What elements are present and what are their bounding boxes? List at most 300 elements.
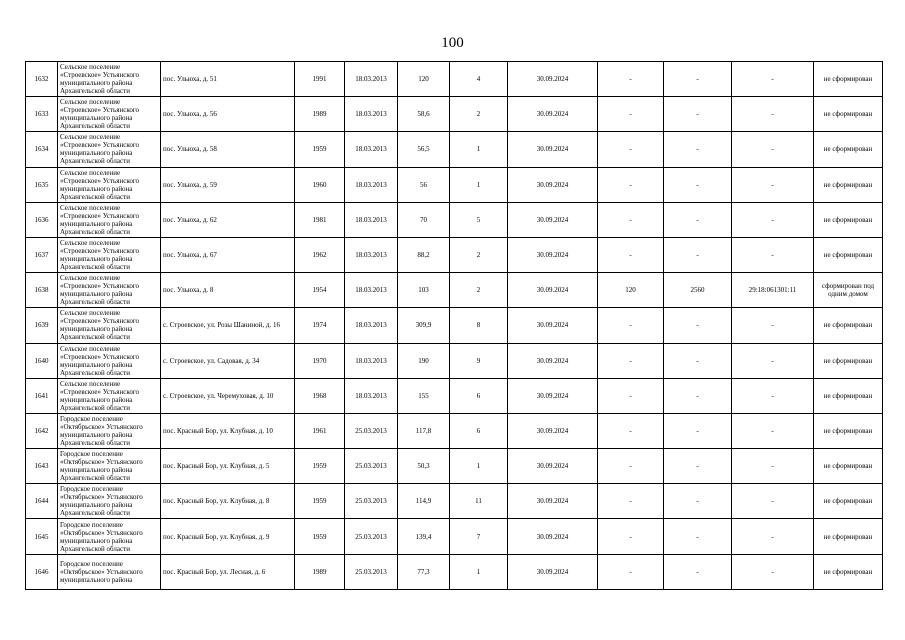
- address-cell-text: пос. Ульюха, д. 58: [163, 145, 217, 154]
- deadline-cell: [508, 273, 598, 308]
- deadline-cell-text: 30.09.2024: [536, 321, 569, 330]
- year-built-cell-text: 1962: [312, 251, 327, 260]
- municipality-cell: [58, 484, 161, 519]
- row-number-text: 1644: [34, 497, 49, 506]
- year-built-cell: [295, 449, 345, 484]
- municipality-cell: [58, 343, 161, 378]
- date-cell: [345, 449, 398, 484]
- value-b-cell-text: -: [696, 110, 699, 119]
- cadastral-number-cell: [732, 273, 814, 308]
- deadline-cell-text: 30.09.2024: [536, 75, 569, 84]
- address-cell: [161, 343, 295, 378]
- date-cell-text: 18.03.2013: [355, 321, 387, 330]
- area-cell: [398, 554, 450, 589]
- area-cell: [398, 519, 450, 554]
- value-a-cell-text: -: [629, 532, 632, 541]
- municipality-cell-text: Сельское поселение «Строевское» Устьянского муниципального района Архангельской области: [60, 133, 140, 166]
- cadastral-number-cell-text: -: [771, 426, 774, 435]
- area-cell-text: 309,9: [415, 321, 432, 330]
- row-number: [26, 413, 58, 448]
- row-number: [26, 167, 58, 202]
- year-built-cell-text: 1970: [312, 356, 327, 365]
- value-a-cell-text: -: [629, 567, 632, 576]
- cadastral-number-cell: [732, 62, 814, 97]
- deadline-cell: [508, 97, 598, 132]
- year-built-cell: [295, 519, 345, 554]
- value-b-cell-text: -: [696, 321, 699, 330]
- address-cell: [161, 308, 295, 343]
- row-number: [26, 554, 58, 589]
- address-cell-text: пос. Красный Бор, ул. Лесная, д. 6: [163, 567, 266, 576]
- row-number-text: 1643: [34, 462, 49, 471]
- table-row: [26, 132, 883, 167]
- residents-cell-text: 4: [476, 75, 481, 84]
- cadastral-number-cell-text: -: [771, 75, 774, 84]
- area-cell: [398, 378, 450, 413]
- value-a-cell-text: -: [629, 75, 632, 84]
- residents-cell: [450, 308, 508, 343]
- deadline-cell: [508, 202, 598, 237]
- cadastral-number-cell-text: -: [771, 180, 774, 189]
- address-cell-text: пос. Ульюха, д. 56: [163, 110, 217, 119]
- row-number-text: 1637: [34, 251, 49, 260]
- value-a-cell: [598, 97, 664, 132]
- residents-cell-text: 2: [476, 110, 481, 119]
- year-built-cell: [295, 308, 345, 343]
- status-cell: [814, 62, 883, 97]
- value-b-cell: [664, 413, 732, 448]
- value-a-cell: [598, 484, 664, 519]
- cadastral-number-cell: [732, 202, 814, 237]
- table-row: [26, 62, 883, 97]
- table-row: [26, 237, 883, 272]
- year-built-cell: [295, 202, 345, 237]
- date-cell-text: 18.03.2013: [355, 251, 387, 260]
- cadastral-number-cell: [732, 97, 814, 132]
- value-b-cell: [664, 519, 732, 554]
- year-built-cell: [295, 167, 345, 202]
- area-cell-text: 70: [420, 215, 427, 224]
- residents-cell-text: 8: [476, 321, 481, 330]
- value-a-cell: [598, 237, 664, 272]
- value-b-cell: [664, 484, 732, 519]
- year-built-cell-text: 1981: [312, 215, 327, 224]
- address-cell-text: пос. Красный Бор, ул. Клубная, д. 5: [163, 462, 270, 471]
- deadline-cell: [508, 132, 598, 167]
- municipality-cell-text: Сельское поселение «Строевское» Устьянского муниципального района Архангельской области: [60, 239, 140, 272]
- cadastral-number-cell-text: 29:18:061301:11: [748, 286, 797, 295]
- municipality-cell: [58, 237, 161, 272]
- deadline-cell-text: 30.09.2024: [536, 251, 569, 260]
- value-a-cell-text: 120: [625, 286, 636, 295]
- address-cell-text: пос. Ульюха, д. 51: [163, 75, 217, 84]
- date-cell: [345, 413, 398, 448]
- table-row: [26, 308, 883, 343]
- value-a-cell-text: -: [629, 462, 632, 471]
- value-b-cell: [664, 62, 732, 97]
- value-a-cell-text: -: [629, 426, 632, 435]
- municipality-cell-text: Сельское поселение «Строевское» Устьянского муниципального района Архангельской области: [60, 168, 140, 201]
- residents-cell: [450, 273, 508, 308]
- row-number-text: 1646: [34, 567, 49, 576]
- area-cell: [398, 484, 450, 519]
- address-cell-text: пос. Красный Бор, ул. Клубная, д. 8: [163, 497, 270, 506]
- residents-cell-text: 6: [476, 426, 481, 435]
- date-cell-text: 25.03.2013: [355, 567, 387, 576]
- area-cell: [398, 62, 450, 97]
- area-cell: [398, 167, 450, 202]
- date-cell: [345, 343, 398, 378]
- municipality-cell-text: Сельское поселение «Строевское» Устьянского муниципального района Архангельской области: [60, 379, 140, 412]
- address-cell: [161, 273, 295, 308]
- page-number: 100: [441, 35, 464, 51]
- status-cell: [814, 167, 883, 202]
- row-number: [26, 97, 58, 132]
- address-cell: [161, 554, 295, 589]
- municipality-cell: [58, 97, 161, 132]
- date-cell: [345, 167, 398, 202]
- row-number: [26, 484, 58, 519]
- cadastral-number-cell-text: -: [771, 356, 774, 365]
- address-cell: [161, 519, 295, 554]
- deadline-cell: [508, 484, 598, 519]
- date-cell: [345, 378, 398, 413]
- value-b-cell-text: -: [696, 497, 699, 506]
- year-built-cell-text: 1974: [312, 321, 327, 330]
- value-a-cell-text: -: [629, 321, 632, 330]
- status-cell-text: не сформирован: [823, 321, 873, 330]
- municipality-cell: [58, 202, 161, 237]
- address-cell-text: пос. Красный Бор, ул. Клубная, д. 9: [163, 532, 270, 541]
- year-built-cell-text: 1954: [312, 286, 327, 295]
- area-cell-text: 114,9: [415, 497, 432, 506]
- date-cell: [345, 308, 398, 343]
- residents-cell-text: 1: [476, 145, 481, 154]
- status-cell: [814, 273, 883, 308]
- area-cell-text: 120: [418, 75, 429, 84]
- residents-cell: [450, 132, 508, 167]
- year-built-cell-text: 1959: [312, 462, 327, 471]
- row-number: [26, 519, 58, 554]
- status-cell-text: не сформирован: [823, 75, 873, 84]
- area-cell-text: 103: [418, 286, 429, 295]
- value-a-cell-text: -: [629, 356, 632, 365]
- value-a-cell: [598, 273, 664, 308]
- residents-cell: [450, 449, 508, 484]
- value-b-cell-text: -: [696, 567, 699, 576]
- cadastral-number-cell-text: -: [771, 567, 774, 576]
- deadline-cell: [508, 308, 598, 343]
- deadline-cell-text: 30.09.2024: [536, 567, 569, 576]
- deadline-cell-text: 30.09.2024: [536, 426, 569, 435]
- status-cell-text: не сформирован: [823, 567, 873, 576]
- row-number-text: 1641: [34, 391, 49, 400]
- date-cell: [345, 62, 398, 97]
- deadline-cell-text: 30.09.2024: [536, 180, 569, 189]
- cadastral-number-cell-text: -: [771, 497, 774, 506]
- row-number: [26, 273, 58, 308]
- deadline-cell: [508, 378, 598, 413]
- cadastral-number-cell: [732, 343, 814, 378]
- table-body: [26, 62, 883, 590]
- residents-cell: [450, 343, 508, 378]
- value-b-cell-text: -: [696, 462, 699, 471]
- deadline-cell-text: 30.09.2024: [536, 145, 569, 154]
- row-number-text: 1636: [34, 215, 49, 224]
- value-a-cell-text: -: [629, 180, 632, 189]
- date-cell-text: 18.03.2013: [355, 391, 387, 400]
- value-b-cell-text: -: [696, 356, 699, 365]
- value-a-cell-text: -: [629, 391, 632, 400]
- table-row: [26, 519, 883, 554]
- row-number: [26, 449, 58, 484]
- deadline-cell-text: 30.09.2024: [536, 110, 569, 119]
- row-number-text: 1634: [34, 145, 49, 154]
- year-built-cell-text: 1959: [312, 497, 327, 506]
- area-cell-text: 77,3: [417, 567, 430, 576]
- date-cell: [345, 273, 398, 308]
- cadastral-number-cell: [732, 378, 814, 413]
- value-b-cell-text: -: [696, 180, 699, 189]
- status-cell-text: не сформирован: [823, 356, 873, 365]
- address-cell: [161, 449, 295, 484]
- municipality-cell-text: Сельское поселение «Строевское» Устьянского муниципального района Архангельской области: [60, 274, 140, 307]
- municipality-cell-text: Сельское поселение «Строевское» Устьянского муниципального района Архангельской области: [60, 98, 140, 131]
- year-built-cell-text: 1968: [312, 391, 327, 400]
- address-cell: [161, 202, 295, 237]
- deadline-cell: [508, 167, 598, 202]
- value-a-cell-text: -: [629, 215, 632, 224]
- row-number-text: 1645: [34, 532, 49, 541]
- status-cell-text: не сформирован: [823, 426, 873, 435]
- cadastral-number-cell: [732, 237, 814, 272]
- status-cell: [814, 237, 883, 272]
- value-b-cell: [664, 554, 732, 589]
- row-number: [26, 378, 58, 413]
- residents-cell: [450, 202, 508, 237]
- residents-cell-text: 11: [475, 497, 482, 506]
- value-a-cell: [598, 378, 664, 413]
- status-cell: [814, 484, 883, 519]
- status-cell: [814, 97, 883, 132]
- year-built-cell-text: 1959: [312, 532, 327, 541]
- status-cell: [814, 343, 883, 378]
- municipality-cell-text: Сельское поселение «Строевское» Устьянского муниципального района Архангельской области: [60, 344, 140, 377]
- row-number: [26, 132, 58, 167]
- address-cell-text: пос. Ульюха, д. 8: [163, 286, 214, 295]
- area-cell: [398, 273, 450, 308]
- value-b-cell-text: -: [696, 145, 699, 154]
- deadline-cell: [508, 519, 598, 554]
- municipality-cell: [58, 273, 161, 308]
- status-cell-text: не сформирован: [823, 180, 873, 189]
- area-cell-text: 88,2: [417, 251, 430, 260]
- address-cell-text: с. Строевское, ул. Розы Шаниной, д. 16: [163, 321, 280, 330]
- year-built-cell-text: 1961: [312, 426, 327, 435]
- area-cell-text: 56,5: [417, 145, 430, 154]
- year-built-cell-text: 1989: [312, 567, 327, 576]
- area-cell-text: 190: [418, 356, 429, 365]
- value-a-cell: [598, 62, 664, 97]
- municipality-cell-text: Сельское поселение «Строевское» Устьянского муниципального района Архангельской области: [60, 309, 140, 342]
- date-cell: [345, 484, 398, 519]
- value-b-cell-text: -: [696, 426, 699, 435]
- value-b-cell: [664, 132, 732, 167]
- housing-register-table: [25, 61, 883, 590]
- municipality-cell-text: Сельское поселение «Строевское» Устьянского муниципального района Архангельской области: [60, 63, 140, 96]
- date-cell-text: 18.03.2013: [355, 286, 387, 295]
- residents-cell-text: 2: [476, 251, 481, 260]
- value-b-cell: [664, 273, 732, 308]
- status-cell: [814, 132, 883, 167]
- year-built-cell: [295, 484, 345, 519]
- area-cell-text: 50,3: [417, 462, 430, 471]
- municipality-cell: [58, 378, 161, 413]
- value-b-cell: [664, 308, 732, 343]
- status-cell-text: сформирован под одним домом: [821, 282, 875, 299]
- date-cell-text: 18.03.2013: [355, 145, 387, 154]
- address-cell: [161, 378, 295, 413]
- deadline-cell-text: 30.09.2024: [536, 356, 569, 365]
- row-number: [26, 343, 58, 378]
- cadastral-number-cell: [732, 554, 814, 589]
- cadastral-number-cell: [732, 519, 814, 554]
- value-a-cell: [598, 132, 664, 167]
- value-a-cell: [598, 308, 664, 343]
- cadastral-number-cell-text: -: [771, 391, 774, 400]
- status-cell: [814, 519, 883, 554]
- value-b-cell-text: -: [696, 251, 699, 260]
- cadastral-number-cell-text: -: [771, 532, 774, 541]
- value-a-cell-text: -: [629, 145, 632, 154]
- year-built-cell-text: 1960: [312, 180, 327, 189]
- residents-cell: [450, 484, 508, 519]
- year-built-cell-text: 1989: [312, 110, 327, 119]
- residents-cell-text: 1: [476, 462, 481, 471]
- table-row: [26, 202, 883, 237]
- municipality-cell-text: Городское поселение «Октябрьское» Устьянского муниципального района Архангельской области: [60, 414, 143, 447]
- status-cell: [814, 308, 883, 343]
- cadastral-number-cell: [732, 167, 814, 202]
- cadastral-number-cell-text: -: [771, 251, 774, 260]
- year-built-cell: [295, 413, 345, 448]
- year-built-cell: [295, 378, 345, 413]
- cadastral-number-cell: [732, 484, 814, 519]
- date-cell-text: 25.03.2013: [355, 497, 387, 506]
- status-cell-text: не сформирован: [823, 215, 873, 224]
- value-b-cell: [664, 167, 732, 202]
- value-a-cell: [598, 519, 664, 554]
- municipality-cell: [58, 554, 161, 589]
- area-cell: [398, 237, 450, 272]
- cadastral-number-cell-text: -: [771, 145, 774, 154]
- residents-cell: [450, 554, 508, 589]
- municipality-cell: [58, 132, 161, 167]
- address-cell: [161, 484, 295, 519]
- date-cell-text: 18.03.2013: [355, 215, 387, 224]
- date-cell: [345, 554, 398, 589]
- municipality-cell: [58, 62, 161, 97]
- area-cell-text: 58,6: [417, 110, 430, 119]
- table-row: [26, 97, 883, 132]
- date-cell-text: 18.03.2013: [355, 180, 387, 189]
- residents-cell: [450, 413, 508, 448]
- year-built-cell: [295, 343, 345, 378]
- value-a-cell: [598, 413, 664, 448]
- area-cell-text: 56: [420, 180, 427, 189]
- residents-cell: [450, 237, 508, 272]
- value-b-cell: [664, 97, 732, 132]
- deadline-cell: [508, 449, 598, 484]
- status-cell-text: не сформирован: [823, 110, 873, 119]
- residents-cell-text: 1: [476, 567, 481, 576]
- value-a-cell-text: -: [629, 110, 632, 119]
- municipality-cell-text: Сельское поселение «Строевское» Устьянского муниципального района Архангельской области: [60, 203, 140, 236]
- residents-cell-text: 5: [476, 215, 481, 224]
- address-cell-text: с. Строевское, ул. Садовая, д. 34: [163, 356, 260, 365]
- deadline-cell: [508, 343, 598, 378]
- cadastral-number-cell: [732, 449, 814, 484]
- area-cell: [398, 308, 450, 343]
- residents-cell: [450, 519, 508, 554]
- residents-cell: [450, 62, 508, 97]
- address-cell: [161, 167, 295, 202]
- address-cell-text: пос. Ульюха, д. 67: [163, 251, 217, 260]
- municipality-cell: [58, 449, 161, 484]
- area-cell: [398, 343, 450, 378]
- table-row: [26, 378, 883, 413]
- cadastral-number-cell: [732, 308, 814, 343]
- status-cell-text: не сформирован: [823, 462, 873, 471]
- area-cell: [398, 449, 450, 484]
- value-a-cell: [598, 554, 664, 589]
- address-cell-text: пос. Ульюха, д. 62: [163, 215, 217, 224]
- value-b-cell-text: -: [696, 215, 699, 224]
- row-number-text: 1632: [34, 75, 49, 84]
- cadastral-number-cell-text: -: [771, 321, 774, 330]
- table-row: [26, 449, 883, 484]
- table-row: [26, 554, 883, 589]
- municipality-cell: [58, 413, 161, 448]
- date-cell-text: 18.03.2013: [355, 356, 387, 365]
- date-cell: [345, 519, 398, 554]
- row-number: [26, 237, 58, 272]
- date-cell: [345, 237, 398, 272]
- value-a-cell: [598, 343, 664, 378]
- address-cell: [161, 132, 295, 167]
- deadline-cell-text: 30.09.2024: [536, 215, 569, 224]
- address-cell-text: пос. Красный Бор, ул. Клубная, д. 10: [163, 426, 273, 435]
- status-cell-text: не сформирован: [823, 497, 873, 506]
- status-cell-text: не сформирован: [823, 391, 873, 400]
- deadline-cell: [508, 62, 598, 97]
- value-a-cell: [598, 167, 664, 202]
- row-number-text: 1639: [34, 321, 49, 330]
- table-row: [26, 343, 883, 378]
- cadastral-number-cell-text: -: [771, 110, 774, 119]
- value-a-cell: [598, 202, 664, 237]
- date-cell-text: 18.03.2013: [355, 110, 387, 119]
- residents-cell: [450, 97, 508, 132]
- deadline-cell-text: 30.09.2024: [536, 497, 569, 506]
- year-built-cell-text: 1991: [312, 75, 327, 84]
- date-cell-text: 25.03.2013: [355, 462, 387, 471]
- table-row: [26, 484, 883, 519]
- value-b-cell-text: -: [696, 391, 699, 400]
- status-cell-text: не сформирован: [823, 145, 873, 154]
- year-built-cell: [295, 237, 345, 272]
- area-cell: [398, 202, 450, 237]
